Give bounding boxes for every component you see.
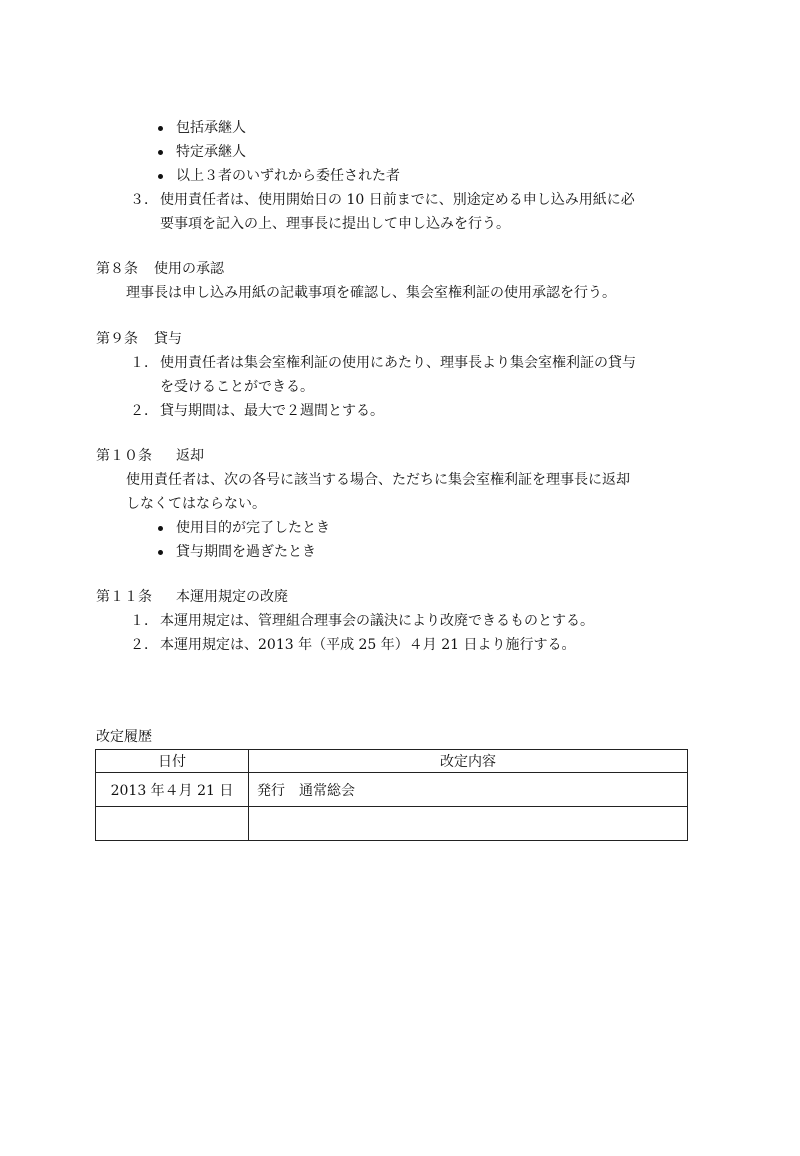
article-10-body-continued: しなくてはならない。 xyxy=(126,496,266,512)
article-11-heading: 第１１条 本運用規定の改廃 xyxy=(96,589,288,605)
article-8-body: 理事長は申し込み用紙の記載事項を確認し、集会室権利証の使用承認を行う。 xyxy=(126,285,616,301)
article-9-heading: 第９条 貸与 xyxy=(96,331,182,347)
list-item: 使用目的が完了したとき xyxy=(158,516,330,540)
revision-history-heading: 改定履歴 xyxy=(96,729,152,745)
table-header-row xyxy=(96,750,688,773)
article-8-heading: 第８条 使用の承認 xyxy=(96,261,224,277)
table-cell-content xyxy=(249,807,688,841)
revision-history-table xyxy=(95,749,688,841)
column-header-content: 改定内容 xyxy=(249,750,688,773)
article-10-body: 使用責任者は、次の各号に該当する場合、ただちに集会室権利証を理事長に返却 xyxy=(126,472,630,488)
list-item: 包括承継人 xyxy=(158,116,246,140)
article-10-heading: 第１０条 返却 xyxy=(96,448,204,464)
article-9-item-1-continued: を受けることができる。 xyxy=(160,379,314,395)
table-cell-date: 2013 年４月 21 日 xyxy=(96,773,249,807)
list-item: 貸与期間を過ぎたとき xyxy=(158,540,316,564)
article-9-item-1: １． 使用責任者は集会室権利証の使用にあたり、理事長より集会室権利証の貸与 xyxy=(130,355,636,371)
column-header-date: 日付 xyxy=(96,750,249,773)
table-row xyxy=(96,773,688,807)
table-cell-content: 発行 通常総会 xyxy=(249,773,688,807)
numbered-item-3-continued: 要事項を記入の上、理事長に提出して申し込みを行う。 xyxy=(160,216,510,232)
table-cell-date xyxy=(96,807,249,841)
numbered-item-3: ３． 使用責任者は、使用開始日の 10 日前までに、別途定める申し込み用紙に必 xyxy=(130,192,635,208)
list-item: 特定承継人 xyxy=(158,140,246,164)
article-9-item-2: ２． 貸与期間は、最大で２週間とする。 xyxy=(130,403,384,419)
article-11-item-1: １． 本運用規定は、管理組合理事会の議決により改廃できるものとする。 xyxy=(130,613,594,629)
list-item: 以上３者のいずれから委任された者 xyxy=(158,164,400,188)
table-row xyxy=(96,807,688,841)
article-11-item-2: ２． 本運用規定は、2013 年（平成 25 年）４月 21 日より施行する。 xyxy=(130,637,576,653)
